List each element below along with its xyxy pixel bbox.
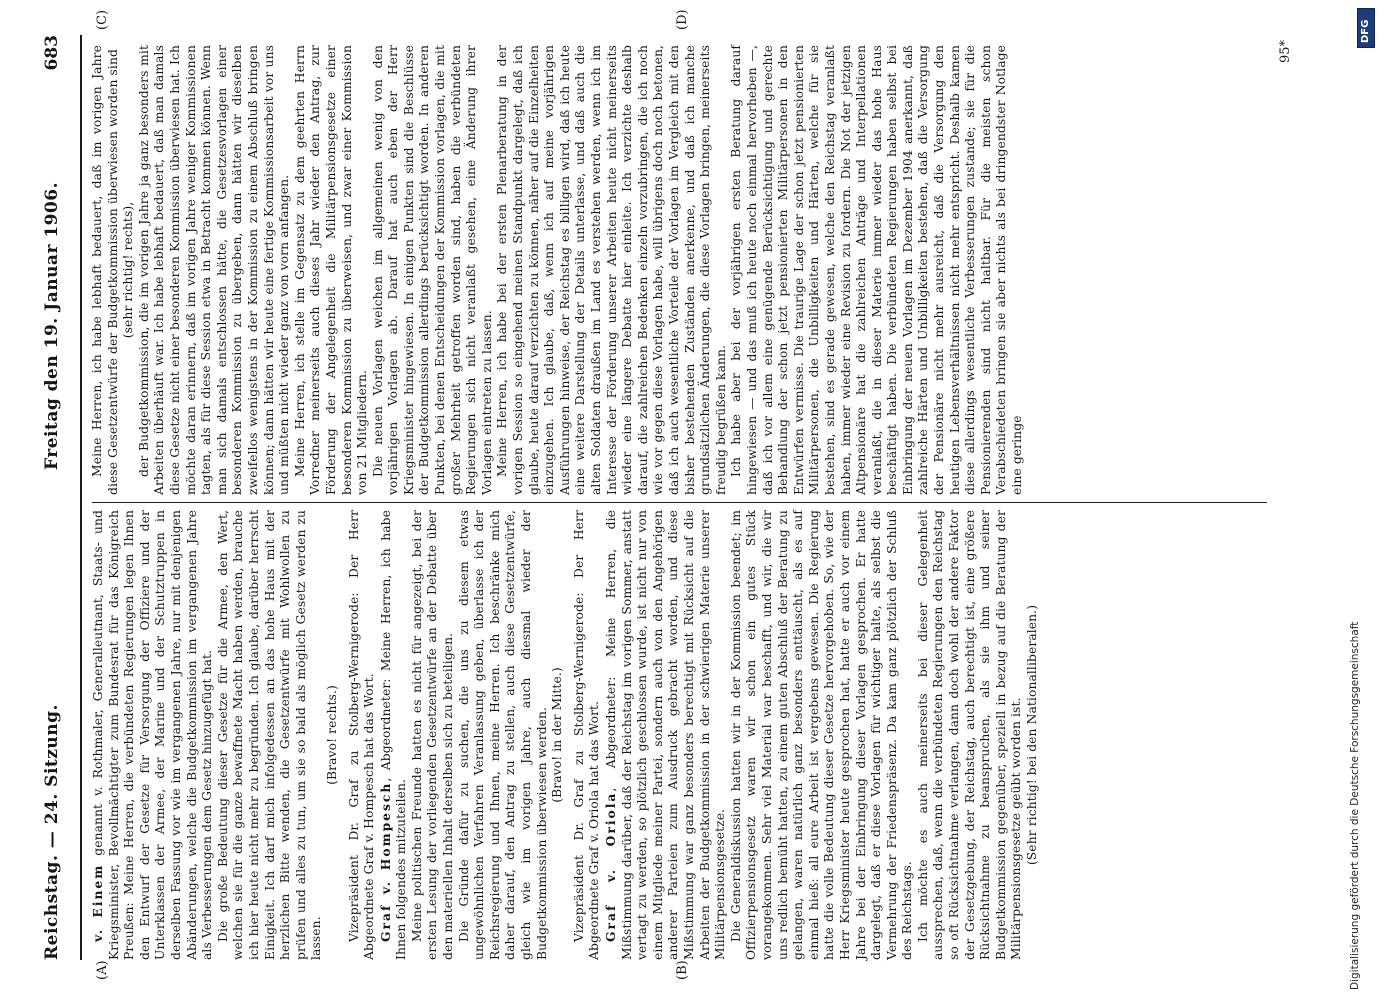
paragraph-text: Die Generaldiskussion hatten wir in der Kommission beendet; im Offizierpensionsgesetz waren wir schon ein gutes Stück vorangekommen. Sehr viel Material war beschafft, und wir, die wir uns redlich bemüht hatten, zu einem guten Abschluß der Beratung zu gelangen, waren natürlich ganz besonders enttäuscht, als es auf einmal hieß: all eure Arbeit ist vergebens gewesen. Die Regierung hatte die volle Bedeutung dieser Gesetze hervorgehoben. So, wie der Herr Kriegsminister heute gesprochen hat, hatte er auch vor einem Jahre bei der Einbringung dieser Vorlagen gesprochen. Er hatte dargelegt, daß er diese Vorlagen für wichtiger halte, als selbst die Vermehrung der Friedenspräsenz. Da kam ganz plötzlich der Schluß des Reichstags. (728, 510, 915, 960)
dfg-logo-text: DFG (1360, 19, 1371, 43)
header-rule (80, 35, 82, 960)
body-paragraph (916, 510, 1025, 960)
body-paragraph (216, 510, 325, 960)
paragraph-text: Meine politischen Freunde hatten es nicht für angezeigt, bei der ersten Lesung der vorliegenden Gesetzentwürfe an der Debatte über den materiellen Inhalt derselben sich zu beteiligen. (409, 510, 456, 960)
margin-mark-c: (C) (95, 9, 110, 30)
body-paragraph (137, 45, 293, 495)
applause-note (1025, 510, 1041, 960)
right-column (90, 45, 1026, 495)
body-paragraph (495, 45, 729, 495)
paragraph-text: Die neuen Vorlagen weichen im allgemeinen wenig von den vorjährigen Vorlagen ab. Darauf hat auch eben der Herr Kriegsminister hingewiesen. In einigen Punkten sind die Beschlüsse der Budgetkommission allerdings berücksichtigt worden. In anderen Punkten, bei denen Entscheidungen der Kommission vorlagen, die mit großer Mehrheit getroffen worden sind, haben die verbündeten Regierungen sich nicht veranlaßt gesehen, eine Änderung ihrer Vorlagen eintreten zu lassen. (370, 45, 494, 495)
left-column (90, 510, 1041, 960)
paragraph-text: Ich möchte es auch meinerseits bei dieser Gelegenheit aussprechen, daß, wenn die verbündeten Regierungen den Reichstag so oft Rücksichtnahme verlangen, dann doch wohl der andere Faktor der Gesetzgebung, der Reichstag, auch berechtigt ist, eine größere Rücksichtnahme zu beanspruchen, als sie ihm und seiner Budgetkommission gegenüber, speziell in bezug auf die Beratung der Militärpensionsgesetze geübt worden ist. (915, 510, 1024, 960)
applause-note (121, 45, 137, 495)
header-session: Reichstag. — 24. Sitzung. (42, 704, 62, 960)
margin-mark-a: (A) (95, 960, 110, 980)
margin-mark-b: (B) (675, 960, 690, 980)
body-paragraph (457, 510, 551, 960)
applause-note (325, 510, 341, 960)
chair-announcement (347, 510, 378, 960)
speech-text: , Abgeordneter: Meine Herren, ich habe Ihnen folgendes mitzuteilen. (378, 509, 409, 960)
body-paragraph (371, 45, 496, 495)
speech-text: genannt v. Rothmaler, Generalleutnant, Staats- und Kriegsminister, Bevollmächtigter zum Bundesrat für das Königreich Preußen: Meine Herren, die verbündeten Regierungen legen Ihnen den Entwurf der Gesetze für Versorgung der Offiziere und der Unterklassen der Armee, der Marine und der Schutztruppen in derselben Fassung vor wie im vergangenen Jahre, nur mit denjenigen Abänderungen, welche die Budgetkommission im vergangenen Jahre als Verbesserungen dem Gesetz hinzugefügt hat. (91, 510, 215, 960)
announcement-text: Vizepräsident Dr. Graf zu Stolberg-Wernigerode: Der Herr Abgeordnete Graf v. Oriola hat das Wort. (571, 510, 602, 960)
body-paragraph (293, 45, 371, 495)
body-paragraph (729, 510, 916, 960)
applause-note (550, 510, 566, 960)
body-paragraph (90, 45, 121, 495)
paragraph-text: der Budgetkommission, die im vorigen Jahre ja ganz besonders mit Arbeiten überhäuft war. Ich habe lebhaft bedauert, daß man damals diese Gesetze nicht einer besonderen Kommission überwiesen hat. Ich möchte daran erinnern, daß im vorigen Jahre weniger Kommissionen tagten, als für diese Session etwa in Betracht kommen können. Wenn man sich damals entschlossen hätte, die Gesetzesvorlagen einer besonderen Kommission zu übergeben, dann hätten wir dieselben zweifellos wenigstens in der Kommission zu einem Abschluß bringen können; dann hätten wir heute eine fertige Kommissionsarbeit vor uns und müßten nicht wieder ganz von vorn anfangen. (136, 45, 292, 495)
digitization-note (1335, 10, 1375, 990)
header-date: Freitag den 19. Januar 1906. (42, 181, 62, 470)
paragraph-text: Die Gründe dafür zu suchen, die uns zu diesem etwas ungewöhnlichen Verfahren Veranlassung geben, überlasse ich der Reichsregierung und Ihnen, meine Herren. Ich beschränke mich daher darauf, den Antrag zu stellen, auch diese Gesetzentwürfe, gleich wie im vorigen Jahre, auch diesmal wieder der Budgetkommission überwiesen werden. (456, 510, 549, 960)
chair-announcement (572, 510, 603, 960)
body-paragraph (410, 510, 457, 960)
speaker-name: v. Einem (90, 863, 105, 942)
applause-text: (Bravo! in der Mitte.) (550, 667, 565, 803)
digitization-note-text: Digitalisierung gefördert durch die Deutsche Forschungsgemeinschaft (1349, 621, 1361, 990)
speech-paragraph (378, 510, 410, 960)
applause-text: (Bravo! rechts.) (324, 685, 339, 785)
speech-paragraph (603, 510, 729, 960)
paragraph-text: Ich habe aber bei der vorjährigen ersten Beratung darauf hingewiesen — und das muß ich heute noch einmal hervorheben —, daß ich vor allem eine genügende Berücksichtigung und gerechte Behandlung der schon jetzt pensionierten Militärpersonen in den Entwürfen vermisse. Die traurige Lage der schon jetzt pensionierten Militärpersonen, die Unbilligkeiten und Härten, welche für sie bestehen, sind es gerade gewesen, welche den Reichstag veranlaßt haben, immer wieder eine Revision zu fordern. Die Not der jetzigen Altpensionäre hat die zahlreichen Anträge und Interpellationen veranlaßt, die in dieser Materie immer wieder das hohe Haus beschäftigt haben. Die verbündeten Regierungen haben selbst bei Einbringung der neuen Vorlagen im Dezember 1904 anerkannt, daß zahlreiche Härten und Unbilligkeiten bestehen, daß die Versorgung der Pensionäre nicht mehr ausreicht, daß die Versorgung den heutigen Lebensverhältnissen nicht mehr entspricht. Deshalb kamen diese allerdings wesentliche Verbesserungen zustande; sie für die Pensionierenden sind nicht haltbar. Für die meisten schon Verabschiedeten bringen sie aber nichts als bei dringendster Notlage eine geringe (729, 45, 1025, 495)
paragraph-text: Meine Herren, ich habe bei der ersten Plenarberatung in der vorigen Session so eingehend meinen Standpunkt dargelegt, daß ich glaube, heute darauf verzichten zu können, näher auf die Einzelheiten einzugehen. Ich glaube, daß, wenn ich auf meine vorjährigen Ausführungen hinweise, der Reichstag es billigen wird, daß ich heute eine weitere Darstellung der Details unterlasse, und daß auch die alten Soldaten draußen im Land es verstehen werden, wenn ich im Interesse der Förderung unserer Arbeiten heute nicht meinerseits wieder eine längere Debatte hier einleite. Ich verzichte deshalb darauf, die zahlreichen Bedenken einzeln vorzubringen, die ich noch wie vor gegen diese Vorlagen habe, will übrigens doch noch betonen, daß ich auch wesentliche Vorteile der Vorlagen im Vergleich mit den bisher bestehenden Zuständen anerkenne, und daß ich manche grundsätzlichen Änderungen, die diese Vorlagen bringen, meinerseits freudig begrüßen kann. (495, 45, 728, 495)
page-number: 683 (42, 35, 62, 71)
speaker-name: Graf v. Oriola (603, 791, 618, 942)
applause-text: (sehr richtig! rechts), (121, 201, 136, 339)
announcement-text: Vizepräsident Dr. Graf zu Stolberg-Wernigerode: Der Herr Abgeordnete Graf v. Hompesch hat das Wort. (346, 510, 377, 960)
paragraph-text: Meine Herren, ich stelle im Gegensatz zu dem geehrten Herrn Vorredner meinerseits auch dieses Jahr wieder den Antrag, zur Förderung der Angelegenheit die Militärpensionsgesetze einer besonderen Kommission zu überweisen, und zwar einer Kommission von 21 Mitgliedern. (292, 45, 370, 495)
paragraph-text: Meine Herren, ich habe lebhaft bedauert, daß im vorigen Jahre diese Gesetzentwürfe der Budgetkommission überwiesen worden sind (90, 45, 120, 495)
margin-mark-d: (D) (675, 9, 690, 30)
signature-mark: 95* (1278, 40, 1293, 64)
applause-text: (Sehr richtig! bei den Nationalliberalen.) (1025, 604, 1040, 866)
speaker-name: Graf v. Hompesch (377, 781, 393, 942)
column-divider (92, 502, 1267, 503)
body-paragraph (729, 45, 1025, 495)
page-header (42, 35, 76, 970)
speech-text: , Abgeordneter: Meine Herren, die Mißstimmung darüber, daß der Reichstag im vorigen Sommer, anstatt vertagt zu werden, so plötzlich geschlossen wurde, ist nicht nur von einem Mitgliede meiner Partei, sondern auch von den Angehörigen anderer Parteien zum Ausdruck gebracht worden, und diese Mißstimmung war ganz besonders berechtigt mit Rücksicht auf die Arbeiten der Budgetkommission in der schwierigen Materie unserer Militärpensionsgesetze. (604, 510, 728, 960)
speech-paragraph (90, 510, 216, 960)
paragraph-text: Die große Bedeutung dieser Gesetze für die Armee, den Wert, welchen sie für die ganze bewaffnete Macht haben werden, brauche ich hier heute nicht mehr zu begründen. Ich glaube, darüber herrscht Einigkeit. Ich darf mich infolgedessen an das hohe Haus mit der herzlichen Bitte wenden, die Gesetzentwürfe mit Wohlwollen zu prüfen und alles zu tun, um sie so bald als möglich Gesetz werden zu lassen. (215, 510, 324, 960)
